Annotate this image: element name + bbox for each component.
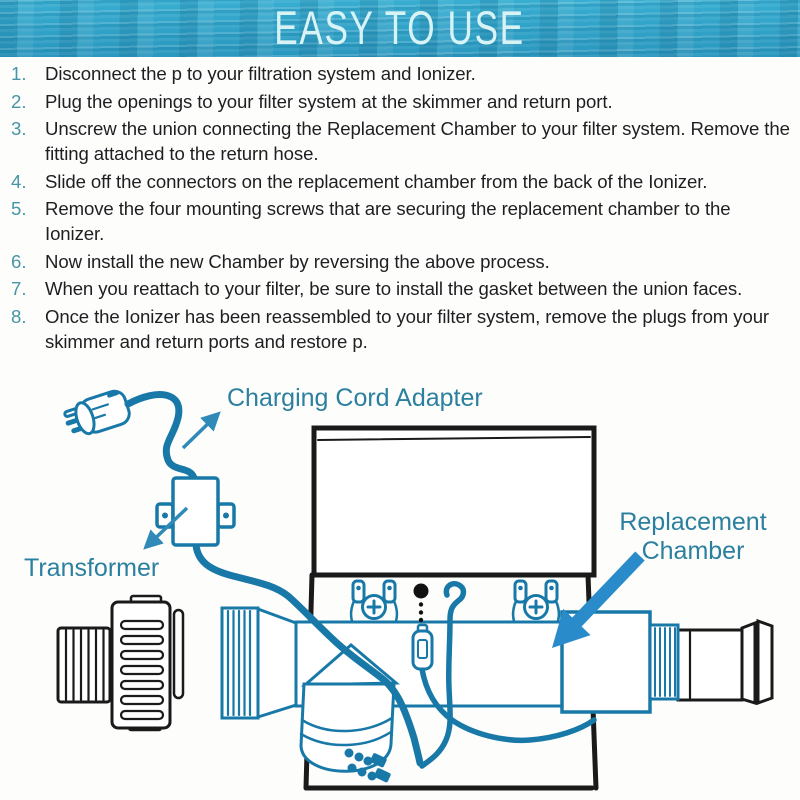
page-title: EASY TO USE xyxy=(274,1,526,55)
union-nut-grip-slots xyxy=(121,621,163,719)
header-banner xyxy=(0,0,800,57)
step-number: 2. xyxy=(11,90,27,112)
step-text: Now install the new Chamber by reversing the above process. xyxy=(45,250,550,272)
label-replacement-chamber xyxy=(616,508,770,566)
step-text: Slide off the connectors on the replacement chamber from the back of the Ionizer. xyxy=(45,170,708,192)
instruction-list xyxy=(8,61,794,356)
label-replacement-chamber-line2: Chamber xyxy=(641,537,745,565)
instruction-step xyxy=(8,196,794,246)
step-text: Plug the openings to your filter system at the skimmer and return port. xyxy=(45,90,613,112)
step-number: 8. xyxy=(11,305,27,327)
chamber-cone xyxy=(258,609,296,717)
step-number: 4. xyxy=(11,170,27,192)
step-text: When you reattach to your filter, be sure to install the gasket between the union faces. xyxy=(45,278,743,299)
step-text: Once the Ionizer has been reassembled to your filter system, remove the plugs from your skimmer and return ports and restore p. xyxy=(45,305,770,352)
transformer-box xyxy=(157,478,234,545)
step-text: Disconnect the p to your filtration system and Ionizer. xyxy=(45,63,476,84)
instruction-step xyxy=(8,276,794,301)
mounting-clamp-left xyxy=(351,581,397,621)
knob-and-guide-dots xyxy=(414,584,429,623)
step-number: 7. xyxy=(11,278,27,299)
label-charging-cord-adapter: Charging Cord Adapter xyxy=(227,384,483,412)
instruction-step xyxy=(8,249,794,274)
mounting-clamp-right xyxy=(513,581,559,621)
step-text: Unscrew the union connecting the Replacement Chamber to your filter system. Remove the fitting attached to the return hose. xyxy=(45,118,790,164)
step-text: Remove the four mounting screws that are securing the replacement chamber to the Ionizer. xyxy=(45,198,731,244)
diagram-artwork xyxy=(0,382,800,800)
step-number: 5. xyxy=(11,198,27,219)
right-hose-adapter xyxy=(678,621,772,703)
left-hose-adapter xyxy=(58,596,183,730)
instruction-step xyxy=(8,304,794,354)
label-replacement-chamber-line1: Replacement xyxy=(619,508,767,536)
union-gasket xyxy=(174,610,183,698)
step-number: 6. xyxy=(11,250,27,272)
step-number: 3. xyxy=(11,118,27,139)
power-plug-icon xyxy=(61,388,132,440)
instruction-step xyxy=(8,89,794,114)
instruction-step xyxy=(8,116,794,166)
ionizer-diagram xyxy=(0,382,800,800)
step-number: 1. xyxy=(11,63,27,84)
power-cord xyxy=(128,395,194,478)
charging-cord-adapter-arrow xyxy=(183,414,218,448)
instruction-step xyxy=(8,61,794,86)
instruction-step xyxy=(8,169,794,194)
label-transformer: Transformer xyxy=(24,554,160,582)
